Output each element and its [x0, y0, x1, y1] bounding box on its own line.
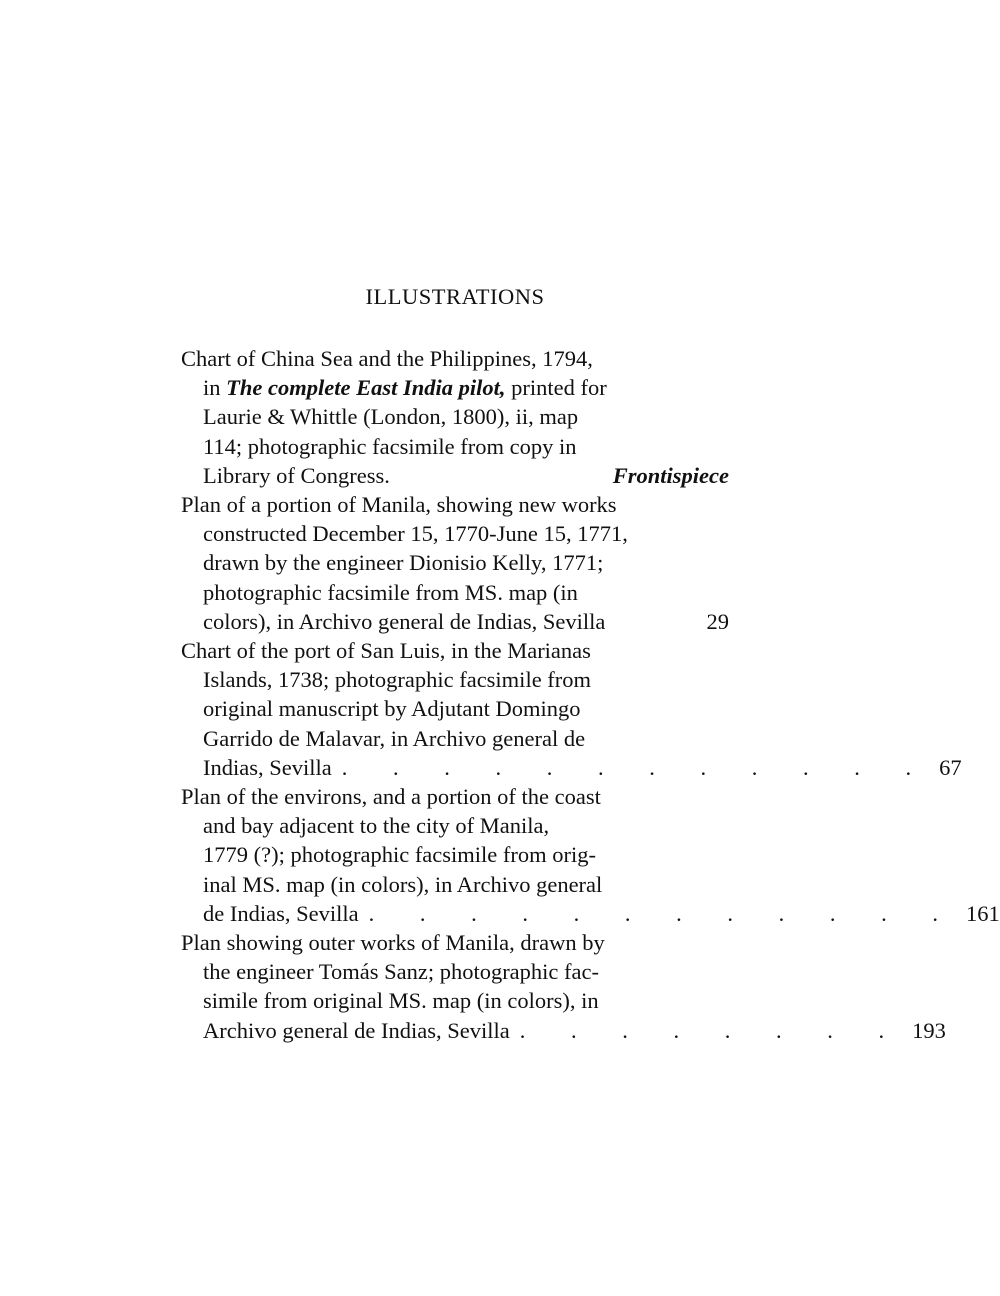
entry-line: inal MS. map (in colors), in Archivo general: [203, 871, 603, 897]
page-reference: 67: [939, 754, 962, 780]
dot-leaders: . . . . . . . .: [519, 1017, 905, 1043]
entry-line-text: de Indias, Sevilla: [203, 900, 359, 926]
dot-leaders: . . . . . . . . . . . .: [368, 900, 958, 926]
illustration-entry: [181, 344, 729, 490]
book-title: The complete East India pilot,: [226, 375, 506, 401]
entry-last-line: [203, 753, 962, 782]
entry-last-line: [203, 1016, 946, 1045]
entry-last-line: [203, 461, 729, 490]
entry-line: Chart of China Sea and the Philippines, 1794,: [181, 346, 593, 371]
illustration-entry: [181, 782, 1000, 928]
page-title: ILLUSTRATIONS: [365, 284, 545, 309]
page-reference: Frontispiece: [612, 462, 729, 488]
illustration-entry: [181, 636, 962, 782]
entry-line: drawn by the engineer Dionisio Kelly, 1771;: [203, 550, 604, 576]
illustration-entry: [181, 928, 946, 1045]
entry-line-text: printed for: [505, 375, 607, 401]
entry-line-text: Archivo general de Indias, Sevilla: [203, 1017, 510, 1043]
entry-line: Islands, 1738; photographic facsimile from: [203, 667, 592, 693]
entry-line: Plan of the environs, and a portion of the coast: [181, 784, 601, 810]
entry-line: 114; photographic facsimile from copy in: [203, 433, 577, 459]
entry-last-line: [203, 899, 1000, 928]
entry-line: Garrido de Malavar, in Archivo general de: [203, 725, 586, 751]
entry-line-text: Indias, Sevilla: [203, 754, 332, 780]
entry-line: original manuscript by Adjutant Domingo: [203, 696, 581, 722]
entry-line: the engineer Tomás Sanz; photographic fac-: [203, 959, 599, 985]
entry-line-text: colors), in Archivo general de Indias, Sevilla: [203, 608, 606, 634]
illustration-entry: [181, 490, 729, 636]
entry-line: and bay adjacent to the city of Manila,: [203, 813, 550, 839]
entry-line: [203, 373, 729, 402]
entry-line: simile from original MS. map (in colors), in: [203, 988, 599, 1014]
illustrations-list: [181, 344, 1000, 1045]
entry-line-text: in: [203, 375, 227, 401]
entry-line: photographic facsimile from MS. map (in: [203, 579, 578, 605]
entry-line: Plan of a portion of Manila, showing new works: [181, 492, 617, 518]
entry-line: constructed December 15, 1770-June 15, 1771,: [203, 521, 628, 547]
entry-line: Laurie & Whittle (London, 1800), ii, map: [203, 404, 579, 430]
entry-line-text: Library of Congress.: [203, 462, 390, 488]
page-reference: 161: [965, 900, 1000, 926]
page-reference: 29: [706, 608, 729, 634]
entry-line: 1779 (?); photographic facsimile from orig-: [203, 842, 597, 868]
entry-last-line: [203, 607, 729, 636]
page-reference: 193: [912, 1017, 946, 1043]
entry-line: Chart of the port of San Luis, in the Marianas: [181, 638, 591, 664]
dot-leaders: . . . . . . . . . . . .: [341, 754, 932, 780]
entry-line: Plan showing outer works of Manila, drawn by: [181, 930, 605, 956]
